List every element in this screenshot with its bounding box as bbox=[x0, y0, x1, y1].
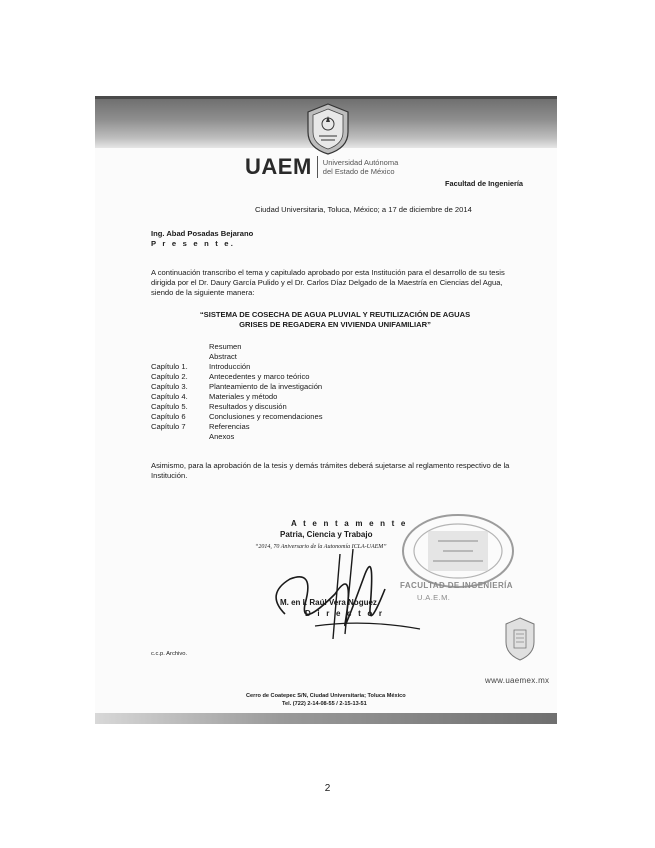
chapter-number: Capítulo 3. bbox=[151, 382, 188, 391]
chapter-row bbox=[151, 362, 451, 372]
date-line: Ciudad Universitaria, Toluca, México; a 17 de diciembre de 2014 bbox=[255, 205, 472, 214]
chapter-number bbox=[151, 352, 209, 362]
stamp-text-uaem: U.A.E.M. bbox=[417, 593, 451, 602]
chapter-title: Materiales y método bbox=[209, 392, 278, 401]
page-number: 2 bbox=[324, 783, 331, 794]
logo-divider bbox=[317, 156, 318, 178]
logo-wordmark: UAEM bbox=[245, 154, 312, 179]
chapter-row bbox=[151, 372, 451, 382]
logo-subtitle-line-2: del Estado de México bbox=[322, 167, 395, 176]
chapter-row bbox=[151, 382, 451, 392]
handwritten-lema: “2014, 70 Aniversario de la Autonomía ICLA-UAEM” bbox=[255, 544, 387, 550]
chapter-number: Capítulo 7 bbox=[151, 422, 186, 431]
chapter-number: Capítulo 1. bbox=[151, 362, 188, 371]
logo-subtitle bbox=[323, 158, 398, 176]
intro-paragraph: A continuación transcribo el tema y capitulado aprobado por esta Institución para el desarrollo de su tesis dirigida por el Dr. Daury García Pulido y el Dr. Carlos Díaz Delgado de la Maestría en Ciencias del Agua, siendo de la siguiente manera: bbox=[151, 268, 505, 297]
closing-word: A t e n t a m e n t e bbox=[291, 519, 408, 528]
institution-motto: Patria, Ciencia y Trabajo bbox=[280, 530, 373, 539]
chapter-number: Capítulo 4. bbox=[151, 392, 188, 401]
chapter-number: Capítulo 2. bbox=[151, 372, 188, 381]
thesis-title bbox=[151, 310, 519, 330]
closing-paragraph: Asimismo, para la aprobación de la tesis y demás trámites deberá sujetarse al reglamento respectivo de la Institución. bbox=[151, 461, 510, 480]
addressee: Ing. Abad Posadas Bejarano bbox=[151, 229, 254, 238]
ccp-note: c.c.p. Archivo. bbox=[151, 651, 188, 657]
chapter-row bbox=[151, 342, 451, 352]
thesis-title-line-2: GRISES DE REGADERA EN VIVIENDA UNIFAMILIAR” bbox=[239, 320, 431, 329]
chapter-title: Introducción bbox=[209, 362, 251, 371]
uaem-logo bbox=[245, 154, 398, 180]
chapter-title: Referencias bbox=[209, 422, 250, 431]
chapter-row bbox=[151, 352, 451, 362]
chapter-number: Capítulo 6 bbox=[151, 412, 186, 421]
chapter-number bbox=[151, 342, 209, 352]
chapter-title: Anexos bbox=[209, 432, 235, 441]
letterhead-footer-band bbox=[95, 713, 557, 724]
chapter-row bbox=[151, 422, 451, 432]
chapter-title: Conclusiones y recomendaciones bbox=[209, 412, 323, 421]
address-line-1: Cerro de Coatepec S/N, Ciudad Universitaria; Toluca México bbox=[246, 693, 406, 699]
chapter-row bbox=[151, 412, 451, 422]
chapter-title: Resumen bbox=[209, 342, 242, 351]
director-role: D i r e c t o r bbox=[305, 609, 385, 618]
chapter-row bbox=[151, 432, 451, 442]
chapter-title: Planteamiento de la investigación bbox=[209, 382, 323, 391]
logo-subtitle-line-1: Universidad Autónoma bbox=[322, 158, 399, 167]
chapter-number bbox=[151, 432, 209, 442]
thesis-title-line-1: “SISTEMA DE COSECHA DE AGUA PLUVIAL Y REUTILIZACIÓN DE AGUAS bbox=[199, 310, 471, 319]
chapter-list bbox=[151, 342, 451, 442]
address-line-2: Tel. (722) 2-14-08-55 / 2-15-13-51 bbox=[282, 701, 367, 707]
stamp-text-faculty: FACULTAD DE INGENIERÍA bbox=[400, 581, 513, 590]
chapter-row bbox=[151, 402, 451, 412]
university-seal-small-icon bbox=[503, 616, 537, 662]
director-name: M. en I. Raúl Vera Noguez bbox=[280, 598, 377, 607]
scanned-letter bbox=[95, 96, 557, 724]
university-seal-icon bbox=[305, 102, 351, 156]
chapter-number: Capítulo 5. bbox=[151, 402, 188, 411]
chapter-title: Antecedentes y marco teórico bbox=[209, 372, 310, 381]
handwritten-signature-icon bbox=[245, 534, 445, 644]
salutation: P r e s e n t e. bbox=[151, 239, 236, 248]
chapter-title: Abstract bbox=[209, 352, 237, 361]
chapter-row bbox=[151, 392, 451, 402]
faculty-name: Facultad de Ingeniería bbox=[445, 179, 524, 188]
chapter-title: Resultados y discusión bbox=[209, 402, 287, 411]
website: www.uaemex.mx bbox=[485, 676, 550, 685]
